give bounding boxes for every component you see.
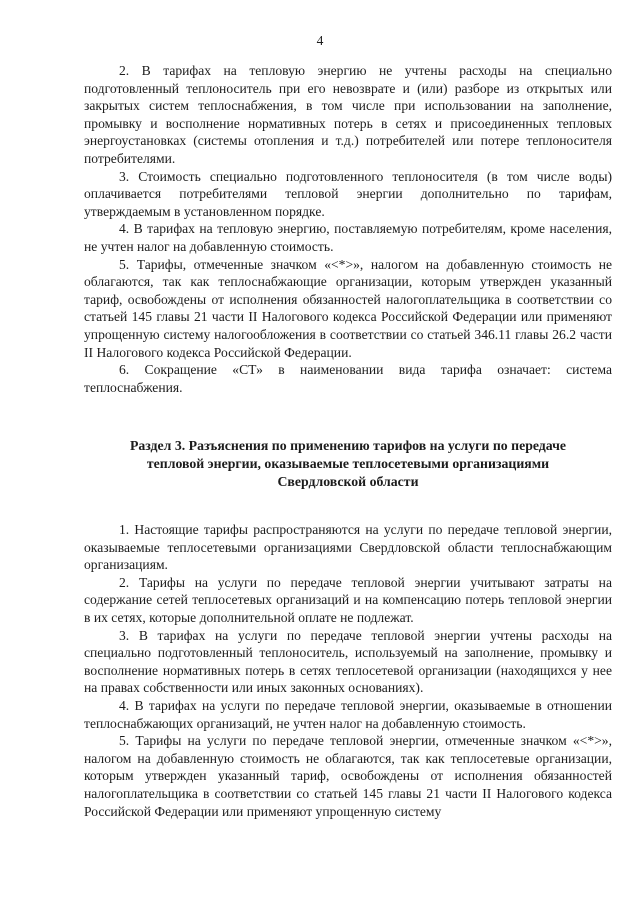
page-number: 4 [316, 33, 324, 48]
section-3-heading [84, 437, 612, 490]
heading-line-1: Раздел 3. Разъяснения по применению тарифов на услуги по передаче [129, 438, 567, 453]
paragraph-3-5: 5. Тарифы на услуги по передаче тепловой энергии, отмеченные значком «<*>», налогом на добавленную стоимость не облагаются, так как теплосетевые организации, которым утвержден указанный тариф, освобождены от исполнения обязанностей налогоплательщика в соответствии со статьей 145 главы 21 части II Налогового кодекса Российской Федерации или применяют упрощенную систему [84, 733, 612, 819]
heading-line-3: Свердловской области [277, 473, 419, 489]
paragraph-2-6: 6. Сокращение «СТ» в наименовании вида тарифа означает: система теплоснабжения. [84, 362, 612, 395]
paragraph-3-4: 4. В тарифах на услуги по передаче тепловой энергии, оказываемые в отношении теплоснабжающих организаций, не учтен налог на добавленную стоимость. [84, 697, 612, 731]
paragraph-3-2: 2. Тарифы на услуги по передаче тепловой энергии учитывают затраты на содержание сетей теплосетевых организаций и на компенсацию потерь тепловой энергии в их сетях, которые дополнительной оплате не подлежат. [84, 574, 612, 625]
section-2-paragraphs [84, 62, 612, 396]
paragraph-2-4: 4. В тарифах на тепловую энергию, поставляемую потребителям, кроме населения, не учтен налог на добавленную стоимость. [84, 221, 612, 254]
paragraph-2-3: 3. Стоимость специально подготовленного теплоносителя (в том числе воды) оплачивается потребителями тепловой энергии дополнительно по тарифам, утверждаемым в установленном порядке. [84, 168, 612, 219]
paragraph-2-5: 5. Тарифы, отмеченные значком «<*>», налогом на добавленную стоимость не облагаются, так как теплоснабжающие организации, которым утвержден указанный тариф, освобождены от исполнения обязанностей налогоплательщика в соответствии со статьей 145 главы 21 части II Налогового кодекса Российской Федерации или применяют упрощенную систему налогообложения в соответствии со статьей 346.11 главы 26.2 части II Налогового кодекса Российской Федерации. [84, 256, 612, 360]
paragraph-3-1: 1. Настоящие тарифы распространяются на услуги по передаче тепловой энергии, оказываемые теплосетевыми организациями Свердловской области теплоснабжающим организациям. [84, 522, 612, 573]
paragraph-3-3: 3. В тарифах на услуги по передаче тепловой энергии учтены расходы на специально подготовленный теплоноситель, используемый на заполнение, промывку и восполнение нормативных потерь в сетях теплосетевой организации (находящихся у нее на правах собственности или иных законных основаниях). [84, 627, 612, 696]
heading-line-2: тепловой энергии, оказываемые теплосетевыми организациями [146, 455, 550, 471]
section-3-paragraphs [84, 521, 612, 820]
paragraph-2-2: 2. В тарифах на тепловую энергию не учтены расходы на специально подготовленный теплоноситель при его невозврате и (или) разборе из открытых или закрытых систем теплоснабжения, в том числе при использовании на заполнение, промывку и восполнение нормативных потерь в сетях и присоединенных тепловых энергоустановках (системы отопления и т.д.) потребителей или потере теплоносителя потребителями. [84, 63, 612, 166]
